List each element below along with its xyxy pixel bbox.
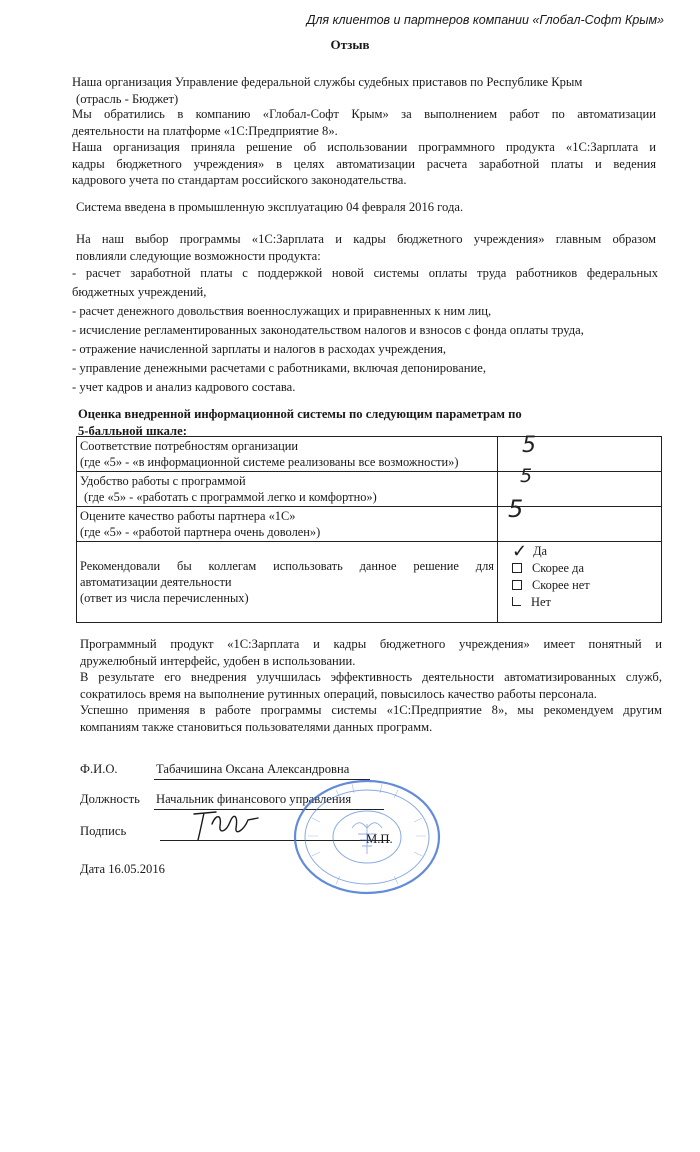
recommend-line-2: автоматизации деятельности [80,575,232,589]
intro-line-2: деятельности на платформе «1С:Предприятие 8». [72,123,338,138]
fio-value: Табачишина Оксана Александровна [156,762,350,776]
list-item: - учет кадров и анализ кадрового состава. [72,380,296,394]
intro-block [72,106,656,189]
option-no[interactable] [512,593,658,610]
criterion-hint: (где «5» - «работать с программой легко и комфортно») [84,490,377,504]
system-date: Система введена в промышленную эксплуатацию 04 февраля 2016 года. [76,200,464,214]
evaluation-table [76,433,662,623]
checkbox-icon [512,580,522,590]
date-label: Дата 16.05.2016 [80,862,165,876]
recommend-line-3: (ответ из числа перечисленных) [80,591,249,605]
org-line-1: Наша организация Управление федеральной службы судебных приставов по Республике Крым [72,75,583,89]
org-line-2: (отрасль - Бюджет) [76,91,179,106]
org-block [72,74,582,107]
option-yes[interactable] [512,542,658,559]
criterion-title: Оцените качество работы партнера «1С» [80,509,296,523]
list-item: - управление денежными расчетами с работниками, включая депонирование, [72,361,486,375]
position-label: Должность [80,792,140,806]
recommend-line-1: Рекомендовали бы коллегам использовать данное решение для [80,559,494,573]
conclusion-line-3: В результате его внедрения улучшилась эффективность деятельности автоматизированных служб, [80,670,662,684]
criterion-cell [77,437,498,472]
position-value: Начальник финансового управления [156,792,352,806]
intro-line-3: Наша организация приняла решение об использовании программного продукта «1С:Зарплата и [72,140,656,154]
evaluation-heading [78,406,522,439]
conclusion-line-1: Программный продукт «1С:Зарплата и кадры бюджетного учреждения» имеет понятный и [80,637,662,651]
list-item: - отражение начисленной зарплаты и налогов в расходах учреждения, [72,342,447,356]
score-value: 5 [508,495,524,523]
options-cell [498,542,662,623]
header-note: Для клиентов и партнеров компании «Глобал-Софт Крым» [306,13,664,27]
criterion-cell [77,542,498,623]
table-row [77,472,662,507]
conclusion-line-4: сократилось время на выполнение рутинных операций, повысилось качество работы персонала. [80,686,597,701]
checkbox-icon [512,563,522,573]
conclusion-line-5: Успешно применяя в работе программы системы «1С:Предприятие 8», мы рекомендуем другим [80,703,662,717]
criterion-title: Удобство работы с программой [80,474,246,488]
score-value: 5 [520,465,533,487]
criterion-hint: (где «5» - «работой партнера очень доволен») [80,525,321,539]
list-item: бюджетных учреждений, [72,285,207,299]
conclusion-block [80,636,662,735]
evaluation-heading-2: 5-балльной шкале: [78,423,187,438]
option-label: Скорее нет [532,577,590,592]
intro-line-4: кадры бюджетного учреждения» в целях автоматизации расчета заработной платы и ведения [72,156,656,171]
table-row [77,542,662,623]
sign-label: Подпись [80,824,127,838]
score-cell[interactable] [498,495,662,542]
option-label: Нет [531,594,551,609]
mp-label: М.П. [366,832,393,846]
conclusion-line-6: компаниям также становиться пользователями данных программ. [80,719,433,734]
option-label: Скорее да [532,560,584,575]
intro-line-1: Мы обратились в компанию «Глобал-Софт Крым» за выполнением работ по автоматизации [72,107,656,121]
choice-list [72,264,658,397]
option-rather-yes[interactable] [512,559,658,576]
conclusion-line-2: дружелюбный интерфейс, удобен в использовании. [80,653,356,668]
criterion-cell [77,507,498,542]
criterion-hint: (где «5» - «в информационной системе реализованы все возможности») [80,455,459,469]
choice-line-1: На наш выбор программы «1С:Зарплата и кадры бюджетного учреждения» главным образом [76,232,656,246]
option-rather-no[interactable] [512,576,658,593]
option-label: Да [533,543,548,558]
list-item: - исчисление регламентированных законодательством налогов и взносов с фонда оплаты труда, [72,323,584,337]
table-row [77,507,662,542]
official-stamp [292,778,442,896]
evaluation-heading-1: Оценка внедренной информационной системы по следующим параметрам по [78,407,522,421]
score-value: 5 [522,433,536,458]
choice-block [76,231,656,264]
list-item: - расчет заработной платы с поддержкой новой системы оплаты труда работников федеральных [72,266,658,280]
fio-label: Ф.И.О. [80,762,118,776]
intro-line-5: кадрового учета по стандартам российского законодательства. [72,173,407,187]
list-item: - расчет денежного довольствия военнослужащих и приравненных к ним лиц, [72,304,492,318]
handwritten-signature [186,800,266,846]
table-row [77,437,662,472]
choice-line-2: повлияли следующие возможности продукта: [76,248,321,263]
checkbox-icon [512,597,521,606]
page-title: Отзыв [330,37,370,52]
criterion-cell [77,472,498,507]
check-icon: ✓ [512,540,528,561]
criterion-title: Соответствие потребностям организации [80,439,299,453]
